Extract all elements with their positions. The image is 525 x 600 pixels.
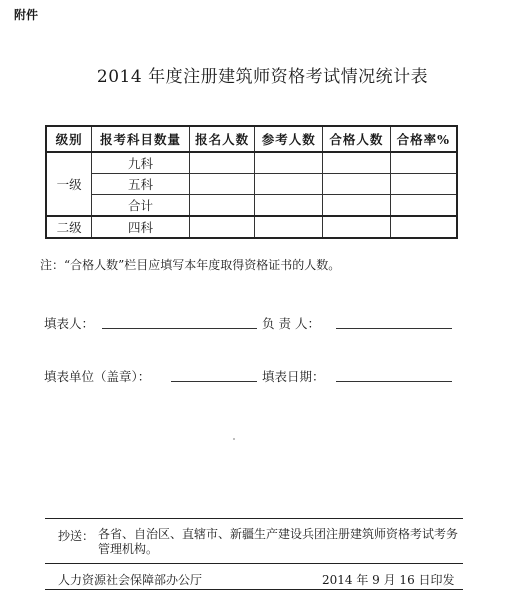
header-subject-count: 报考科目数量	[92, 126, 189, 152]
date-input-line[interactable]	[336, 381, 452, 382]
table-row	[46, 195, 457, 217]
empty-cell[interactable]	[323, 216, 391, 238]
attachment-label: 附件	[14, 8, 39, 22]
empty-cell[interactable]	[390, 174, 457, 195]
empty-cell[interactable]	[189, 152, 255, 174]
header-passed: 合格人数	[323, 126, 391, 152]
issuer-name: 人力资源社会保障部办公厅	[58, 573, 203, 587]
filler-input-line[interactable]	[102, 328, 257, 329]
empty-cell[interactable]	[323, 195, 391, 217]
empty-cell[interactable]	[255, 152, 323, 174]
table-note: 注：“合格人数”栏目应填写本年度取得资格证书的人数。	[40, 258, 341, 272]
level-first-cell: 一级	[46, 152, 92, 216]
empty-cell[interactable]	[255, 174, 323, 195]
header-participants: 参考人数	[255, 126, 323, 152]
date-label: 填表日期：	[262, 369, 325, 384]
empty-cell[interactable]	[323, 174, 391, 195]
empty-cell[interactable]	[390, 216, 457, 238]
responsible-label: 负 责 人：	[262, 316, 320, 331]
subject-cell: 四科	[92, 216, 189, 238]
speck-mark	[233, 438, 235, 440]
table-row	[46, 216, 457, 238]
responsible-input-line[interactable]	[336, 328, 452, 329]
header-registered: 报名人数	[189, 126, 255, 152]
empty-cell[interactable]	[390, 152, 457, 174]
unit-label: 填表单位（盖章）：	[44, 369, 151, 384]
level-second-cell: 二级	[46, 216, 92, 238]
empty-cell[interactable]	[189, 195, 255, 217]
header-level: 级别	[46, 126, 92, 152]
footer-top-rule	[45, 518, 463, 519]
header-pass-rate: 合格率%	[390, 126, 457, 152]
subject-cell: 九科	[92, 152, 189, 174]
statistics-table	[45, 125, 458, 239]
table-header-row	[46, 126, 457, 152]
subject-cell: 合计	[92, 195, 189, 217]
empty-cell[interactable]	[189, 216, 255, 238]
unit-input-line[interactable]	[171, 381, 257, 382]
table-row	[46, 152, 457, 174]
page-title: 2014 年度注册建筑师资格考试情况统计表	[96, 67, 429, 87]
cc-text: 各省、自治区、直辖市、新疆生产建设兵团注册建筑师资格考试考务管理机构。	[98, 527, 459, 556]
table-row	[46, 174, 457, 195]
empty-cell[interactable]	[323, 152, 391, 174]
subject-cell: 五科	[92, 174, 189, 195]
filler-label: 填表人：	[44, 316, 95, 331]
footer-bottom-rule	[45, 589, 463, 590]
footer-middle-rule	[45, 563, 463, 564]
empty-cell[interactable]	[390, 195, 457, 217]
empty-cell[interactable]	[255, 216, 323, 238]
empty-cell[interactable]	[189, 174, 255, 195]
cc-label: 抄送：	[58, 529, 95, 543]
empty-cell[interactable]	[255, 195, 323, 217]
issue-date: 2014 年 9 月 16 日印发	[322, 573, 455, 587]
